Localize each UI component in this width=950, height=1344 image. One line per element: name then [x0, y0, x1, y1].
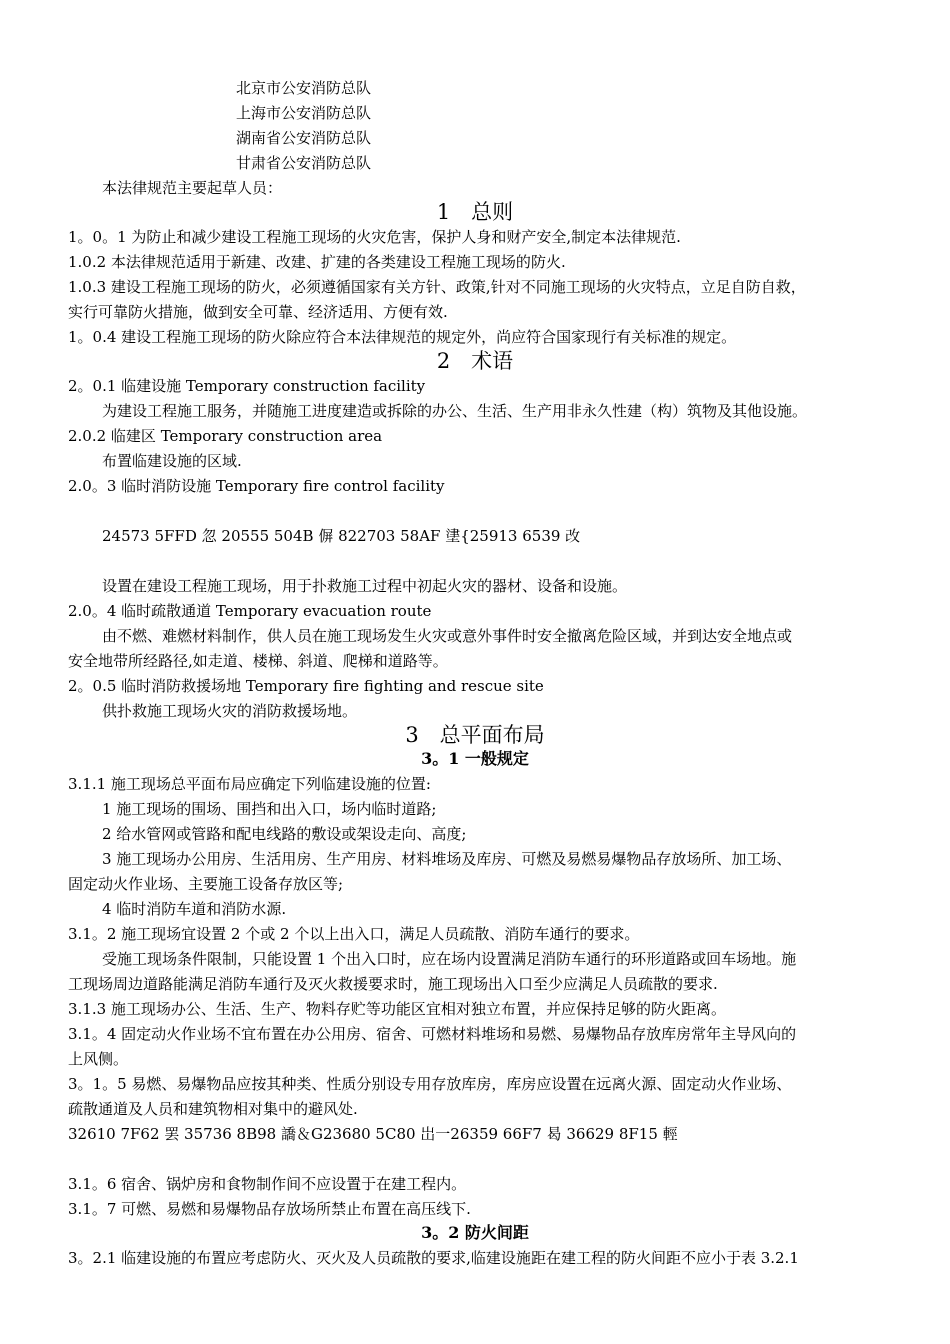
list-item-cont: 固定动火作业场、主要施工设备存放区等; — [68, 875, 344, 893]
chapter-2-title: 2 术语 — [436, 349, 514, 373]
term-definition: 供扑救施工现场火灾的消防救援场地。 — [102, 702, 358, 720]
chapter-1-title: 1 总则 — [436, 200, 514, 224]
clause: 3.1。4 固定动火作业场不宜布置在办公用房、宿舍、可燃材料堆场和易燃、易爆物品存放库房常年主导风向的 — [68, 1025, 797, 1043]
section-3-2-title: 3。2 防火间距 — [421, 1223, 529, 1242]
term: 2。0.1 临建设施 Temporary construction facility — [68, 377, 426, 395]
list-item: 3 施工现场办公用房、生活用房、生产用房、材料堆场及库房、可燃及易燃易爆物品存放场所、加工场、 — [102, 850, 792, 868]
clause: 3.1。6 宿舍、锅炉房和食物制作间不应设置于在建工程内。 — [68, 1175, 467, 1193]
term-definition: 由不燃、难燃材料制作，供人员在施工现场发生火灾或意外事件时安全撤离危险区域，并到达安全地点或 — [102, 627, 793, 645]
chapter-3-title: 3 总平面布局 — [405, 723, 545, 747]
org-line: 上海市公安消防总队 — [236, 104, 372, 122]
clause-cont: 疏散通道及人员和建筑物相对集中的避风处. — [68, 1100, 358, 1118]
org-line: 北京市公安消防总队 — [236, 79, 372, 97]
term: 2.0。4 临时疏散通道 Temporary evacuation route — [68, 602, 432, 620]
term-definition: 设置在建设工程施工现场，用于扑救施工过程中初起火灾的器材、设备和设施。 — [102, 577, 628, 595]
clause: 1.0.2 本法律规范适用于新建、改建、扩建的各类建设工程施工现场的防火. — [68, 253, 566, 271]
list-item: 4 临时消防车道和消防水源. — [102, 900, 287, 918]
term-definition: 为建设工程施工服务，并随施工进度建造或拆除的办公、生活、生产用非永久性建（构）筑物及其他设施。 — [102, 402, 808, 420]
clause: 3.1。7 可燃、易燃和易爆物品存放场所禁止布置在高压线下. — [68, 1200, 471, 1218]
list-item: 1 施工现场的围场、围挡和出入口，场内临时道路; — [102, 800, 437, 818]
term-definition: 布置临建设施的区域. — [102, 452, 242, 470]
term: 2.0。3 临时消防设施 Temporary fire control facility — [68, 477, 445, 495]
term: 2.0.2 临建区 Temporary construction area — [68, 427, 383, 445]
clause-cont: 受施工现场条件限制，只能设置 1 个出入口时，应在场内设置满足消防车通行的环形道路或回车场地。施 — [102, 950, 797, 968]
clause: 1.0.3 建设工程施工现场的防火，必须遵循国家有关方针、政策,针对不同施工现场的火灾特点，立足自防自救， — [68, 278, 806, 296]
clause-cont: 实行可靠防火措施，做到安全可靠、经济适用、方便有效. — [68, 303, 448, 321]
term-definition-cont: 安全地带所经路径,如走道、楼梯、斜道、爬梯和道路等。 — [68, 652, 448, 670]
clause: 1。0.4 建设工程施工现场的防火除应符合本法律规范的规定外，尚应符合国家现行有关标准的规定。 — [68, 328, 737, 346]
section-3-1-title: 3。1 一般规定 — [421, 749, 529, 768]
drafters-label: 本法律规范主要起草人员： — [102, 179, 283, 197]
garbled-text: 32610 7F62 罢 35736 8B98 譑＆G23680 5C80 岀一26359 66F7 曷 36629 8F15 輕 — [68, 1125, 678, 1143]
garbled-text: 24573 5FFD 忽 20555 504B 偋 822703 58AF 堻{25913 6539 改 — [102, 527, 581, 545]
clause-cont: 上风侧。 — [68, 1050, 129, 1068]
org-line: 湖南省公安消防总队 — [236, 129, 372, 147]
clause: 3.1.1 施工现场总平面布局应确定下列临建设施的位置: — [68, 775, 431, 793]
clause: 1。0。1 为防止和减少建设工程施工现场的火灾危害，保护人身和财产安全,制定本法律规范. — [68, 228, 681, 246]
clause: 3。1。5 易燃、易爆物品应按其种类、性质分别设专用存放库房，库房应设置在远离火源、固定动火作业场、 — [68, 1075, 792, 1093]
list-item: 2 给水管网或管路和配电线路的敷设或架设走向、高度; — [102, 825, 467, 843]
clause: 3.1。2 施工现场宜设置 2 个或 2 个以上出入口，满足人员疏散、消防车通行的要求。 — [68, 925, 640, 943]
term: 2。0.5 临时消防救援场地 Temporary fire fighting and rescue site — [68, 677, 544, 695]
org-line: 甘肃省公安消防总队 — [236, 154, 372, 172]
clause: 3.1.3 施工现场办公、生活、生产、物料存贮等功能区宜相对独立布置，并应保持足够的防火距离。 — [68, 1000, 726, 1018]
clause-cont: 工现场周边道路能满足消防车通行及灭火救援要求时，施工现场出入口至少应满足人员疏散的要求. — [68, 975, 718, 993]
clause: 3。2.1 临建设施的布置应考虑防火、灭火及人员疏散的要求,临建设施距在建工程的防火间距不应小于表 3.2.1 — [68, 1249, 799, 1267]
